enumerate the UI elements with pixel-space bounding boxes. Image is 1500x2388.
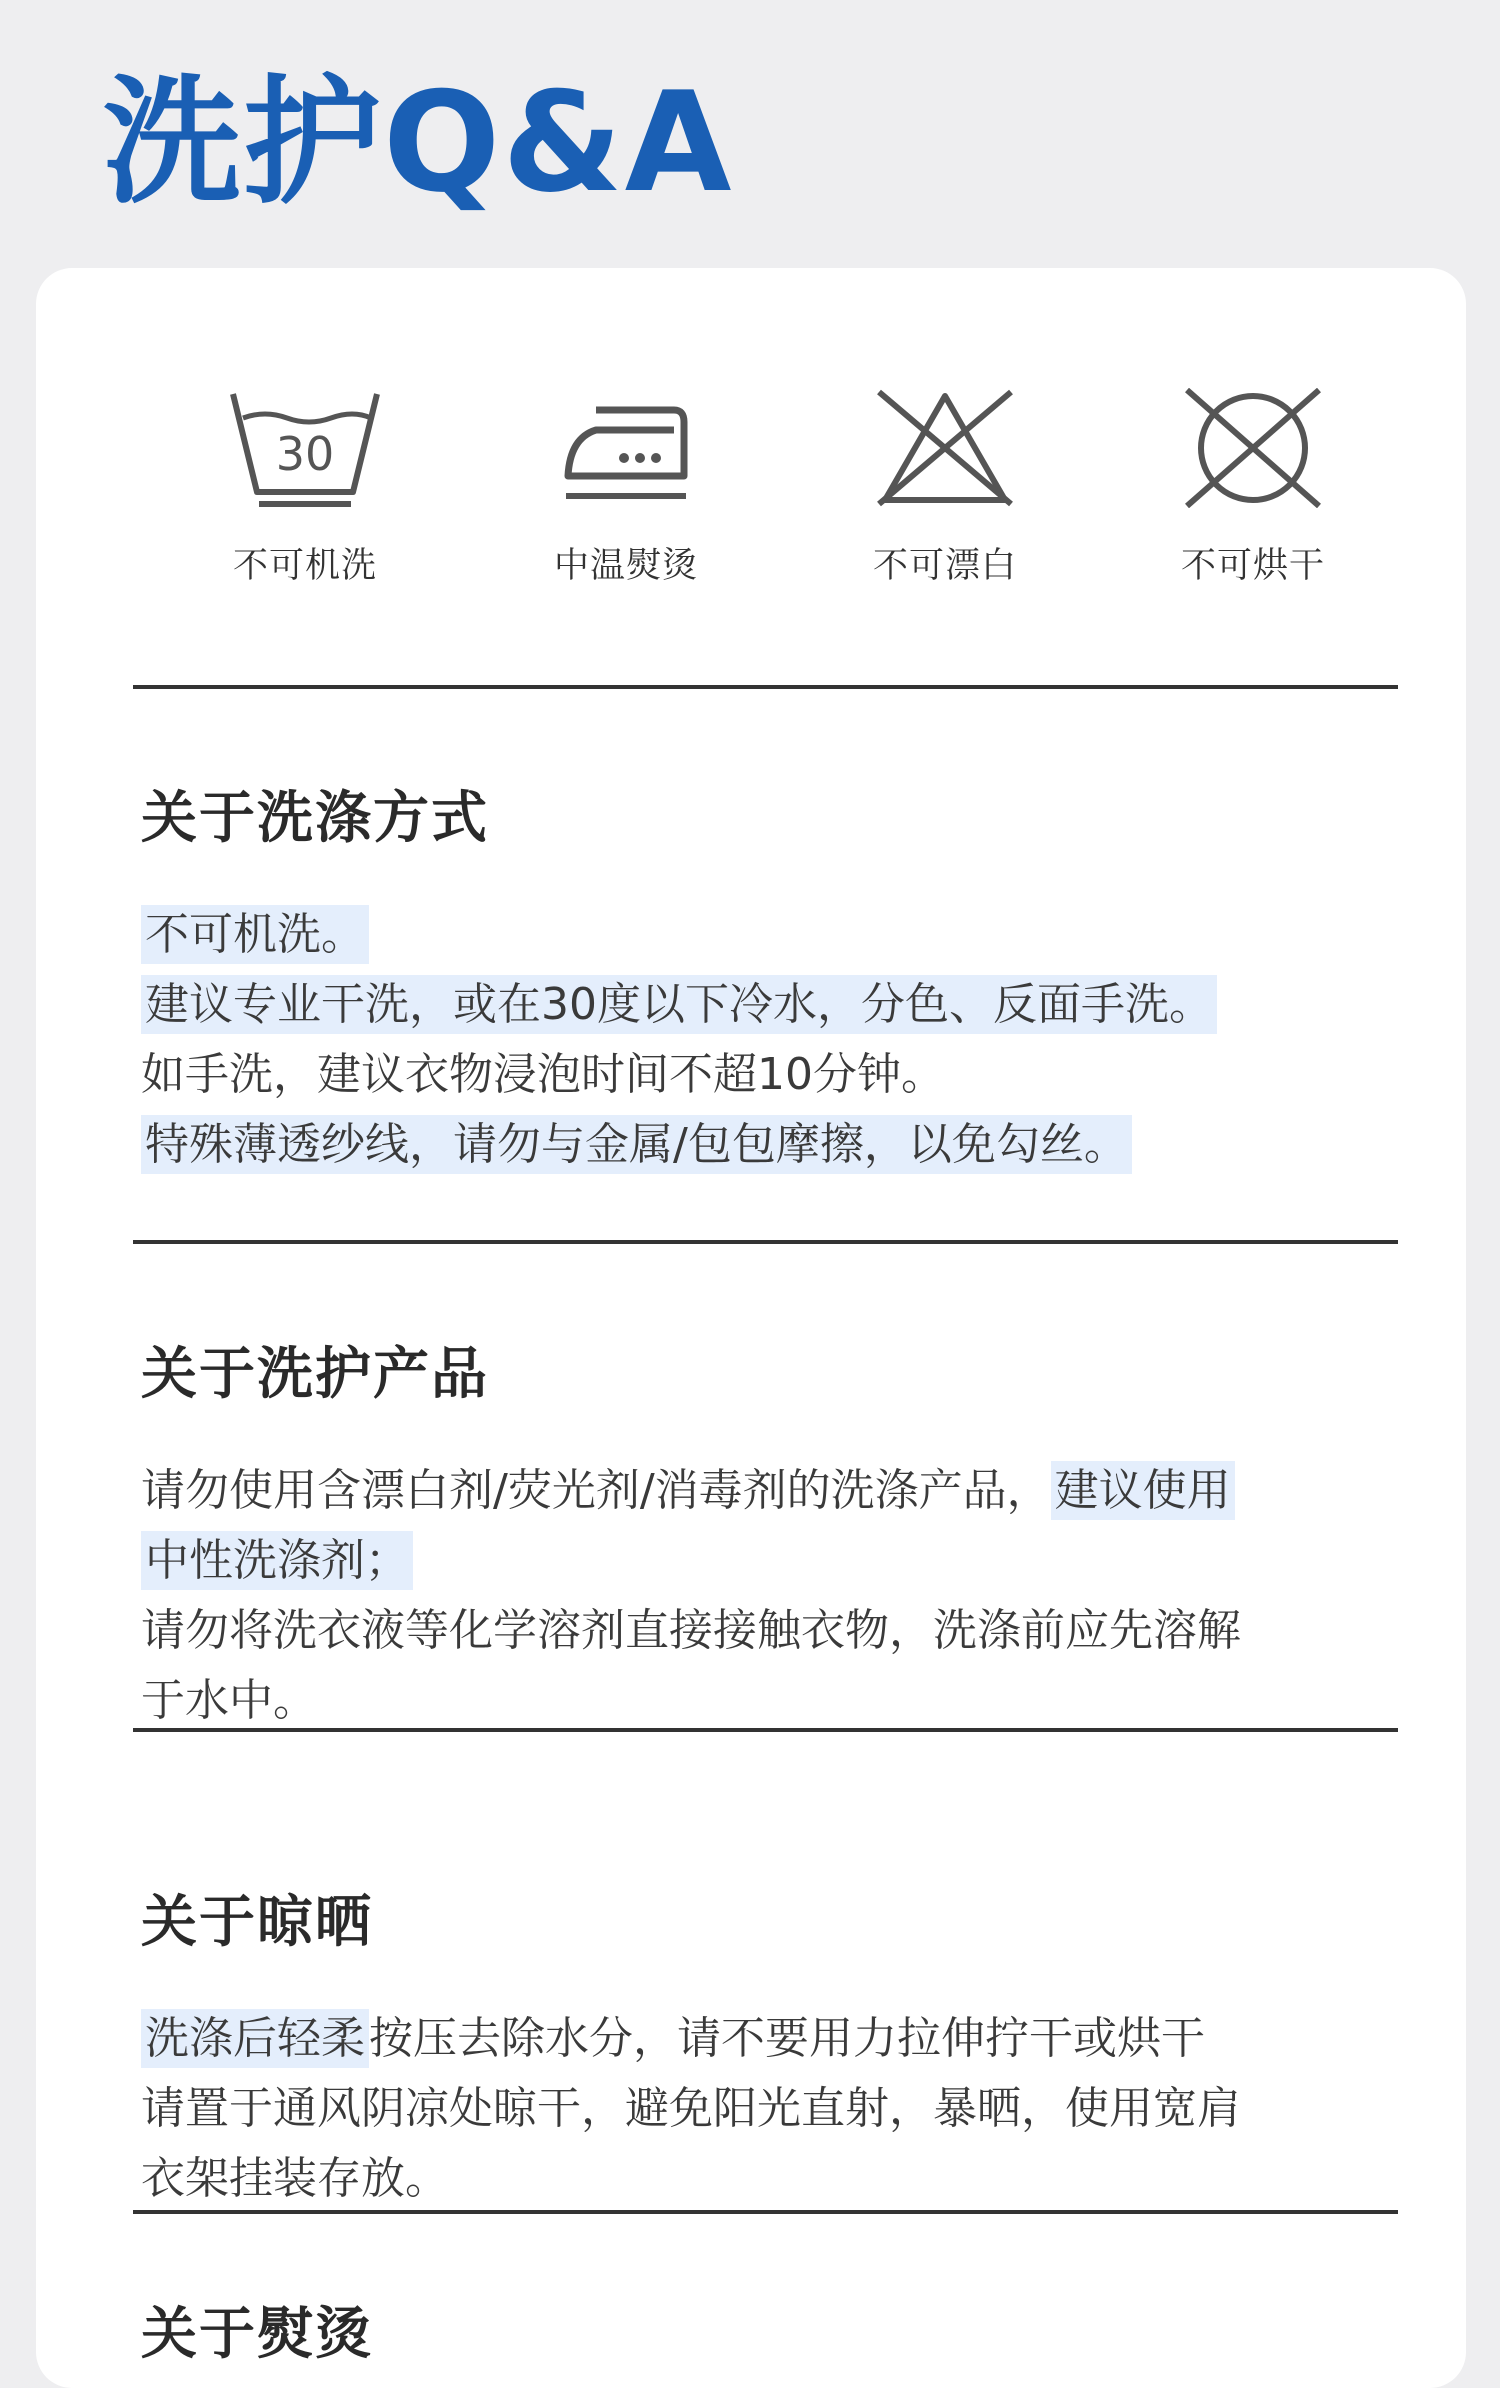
body-line: 衣架挂装存放。 [141, 2153, 449, 2204]
body-line: 中性洗涤剂； [141, 1531, 413, 1590]
section-heading: 关于熨烫 [141, 2302, 373, 2367]
body-line-highlight: 建议使用 [1051, 1461, 1235, 1520]
care-item-no-tumble-dry [1133, 388, 1373, 588]
page-title: 洗护Q&A [103, 62, 734, 223]
no-bleach-icon [865, 388, 1025, 508]
divider [133, 1728, 1398, 1732]
section-heading: 关于晾晒 [141, 1890, 373, 1955]
body-line: 于水中。 [141, 1675, 317, 1726]
body-line: 如手洗，建议衣物浸泡时间不超10分钟。 [141, 1049, 945, 1100]
divider [133, 2210, 1398, 2214]
body-line: 按压去除水分，请不要用力拉伸拧干或烘干 [369, 2013, 1205, 2064]
section-washing-method [141, 774, 1411, 1180]
section-heading: 关于洗护产品 [141, 1342, 489, 1407]
care-card [36, 268, 1466, 2388]
no-tumble-dry-icon [1173, 388, 1333, 508]
wash-30-icon [225, 388, 385, 508]
section-care-products [141, 1330, 1411, 1736]
care-label-medium-iron: 中温熨烫 [553, 546, 698, 586]
care-item-no-machine-wash [185, 388, 425, 588]
care-label-no-bleach: 不可漂白 [872, 546, 1017, 586]
care-icons-row [36, 388, 1466, 618]
section-heading: 关于洗涤方式 [141, 786, 489, 851]
care-label-no-machine-wash: 不可机洗 [232, 546, 377, 586]
body-line: 请勿将洗衣液等化学溶剂直接接触衣物，洗涤前应先溶解 [141, 1605, 1241, 1656]
body-line: 建议专业干洗，或在30度以下冷水，分色、反面手洗。 [141, 975, 1217, 1034]
body-line: 请置于通风阴凉处晾干，避免阳光直射，暴晒，使用宽肩 [141, 2083, 1241, 2134]
wash-temp-label: 30 [275, 427, 335, 481]
care-label-no-tumble-dry: 不可烘干 [1180, 546, 1325, 586]
section-ironing [141, 2290, 1411, 2370]
care-item-medium-iron [506, 388, 746, 588]
section-body [141, 2004, 1411, 2214]
iron-medium-icon [546, 388, 706, 508]
body-line: 不可机洗。 [141, 905, 369, 964]
divider [133, 1240, 1398, 1244]
section-body [141, 900, 1411, 1180]
body-line-highlight: 洗涤后轻柔 [141, 2009, 369, 2068]
divider [133, 685, 1398, 689]
body-line: 请勿使用含漂白剂/荧光剂/消毒剂的洗涤产品， [141, 1465, 1051, 1516]
section-body [141, 1456, 1411, 1736]
care-item-no-bleach [825, 388, 1065, 588]
section-drying [141, 1878, 1411, 2214]
body-line: 特殊薄透纱线，请勿与金属/包包摩擦，以免勾丝。 [141, 1115, 1132, 1174]
